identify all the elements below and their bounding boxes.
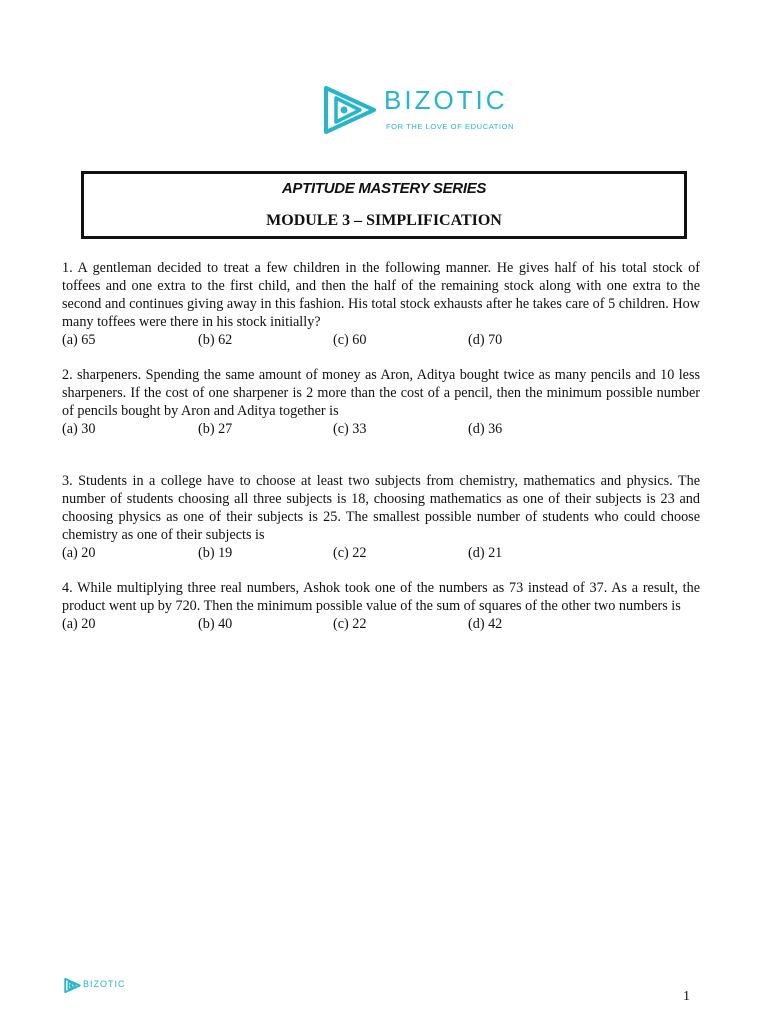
question-text: 4. While multiplying three real numbers, Ashok took one of the numbers as 73 instead of 37. As a result, the product went up by 720. Then the minimum possible value of the sum of squares of the other two numbers is	[62, 580, 700, 614]
option-a: (a) 30	[62, 421, 96, 437]
option-d: (d) 70	[468, 332, 503, 348]
option-d: (d) 21	[468, 545, 503, 561]
module-title: MODULE 3 – SIMPLIFICATION	[266, 212, 502, 229]
answer-options	[62, 544, 700, 562]
page-number: 1	[683, 989, 690, 1004]
option-b: (b) 19	[198, 545, 233, 561]
option-c: (c) 22	[333, 616, 367, 632]
option-d: (d) 36	[468, 421, 503, 437]
option-a: (a) 20	[62, 616, 96, 632]
question-text: 1. A gentleman decided to treat a few children in the following manner. He gives half of his total stock of toffees and one extra to the first child, and then the half of the remaining stock along with one extra to the second and continues giving away in this fashion. His total stock exhausts after he takes care of 5 children. How many toffees were there in his stock initially?	[62, 260, 700, 330]
bizotic-logo-icon	[322, 82, 378, 138]
series-title: APTITUDE MASTERY SERIES	[281, 180, 487, 197]
option-b: (b) 27	[198, 421, 233, 437]
question-4	[62, 579, 700, 633]
brand-logo	[322, 80, 532, 142]
question-text: 3. Students in a college have to choose at least two subjects from chemistry, mathematics and physics. The number of students choosing all three subjects is 18, choosing mathematics as one of their subjects is 23 and choosing physics as one of their subjects is 25. The smallest possible number of students who could choose chemistry as one of their subjects is	[62, 473, 700, 543]
option-c: (c) 60	[333, 332, 367, 348]
brand-name: BIZOTIC	[384, 85, 508, 115]
option-b: (b) 40	[198, 616, 233, 632]
option-d: (d) 42	[468, 616, 503, 632]
footer-logo	[64, 976, 134, 996]
option-c: (c) 22	[333, 545, 367, 561]
bizotic-logo-icon	[64, 977, 81, 994]
module-title-box	[81, 171, 687, 239]
answer-options	[62, 331, 700, 349]
answer-options	[62, 615, 700, 633]
question-1	[62, 259, 700, 349]
footer-brand-name: BIZOTIC	[83, 979, 126, 989]
answer-options	[62, 420, 700, 438]
question-3	[62, 472, 700, 562]
brand-tagline: FOR THE LOVE OF EDUCATION	[386, 122, 515, 131]
option-b: (b) 62	[198, 332, 233, 348]
question-2	[62, 366, 700, 438]
question-text: 2. sharpeners. Spending the same amount of money as Aron, Aditya bought twice as many pencils and 10 less sharpeners. If the cost of one sharpener is 2 more than the cost of a pencil, then the minimum possible number of pencils bought by Aron and Aditya together is	[62, 367, 700, 419]
option-a: (a) 65	[62, 332, 96, 348]
option-c: (c) 33	[333, 421, 367, 437]
option-a: (a) 20	[62, 545, 96, 561]
